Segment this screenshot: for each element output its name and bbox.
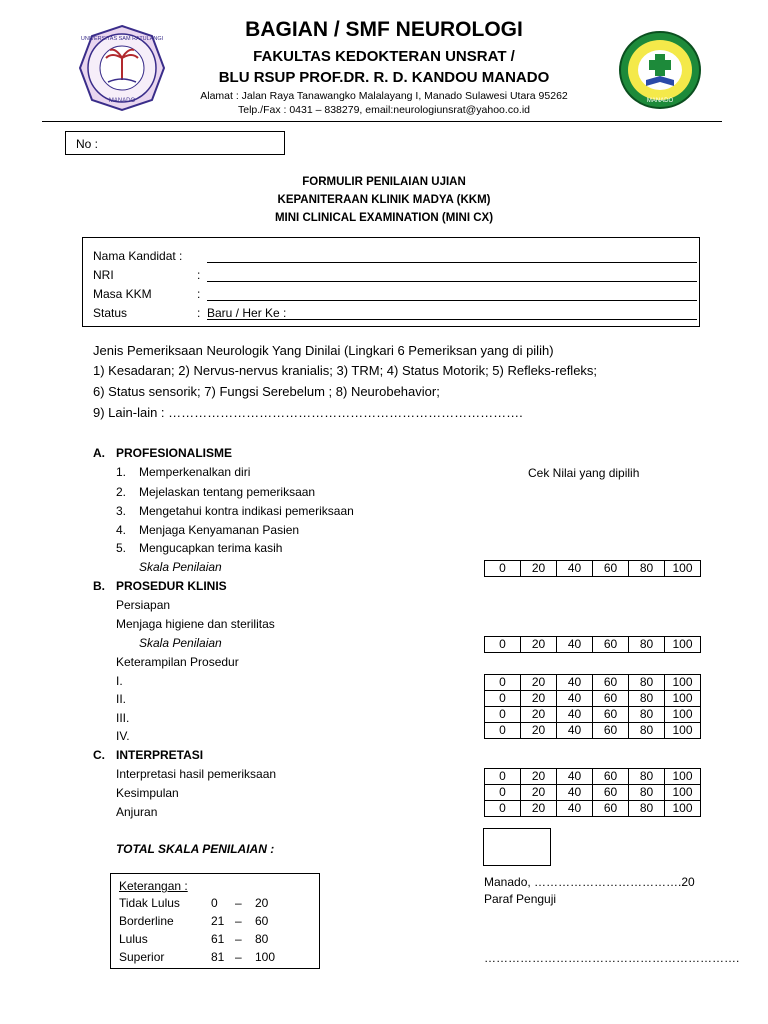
kat-to: 100 bbox=[255, 950, 276, 964]
kat-dash: – bbox=[235, 896, 242, 910]
kat-from: 81 bbox=[211, 950, 225, 964]
scale-cell[interactable]: 60 bbox=[593, 637, 629, 653]
header-divider bbox=[42, 121, 722, 122]
a-item-text: Mengucapkan terima kasih bbox=[139, 541, 283, 555]
masa-input[interactable] bbox=[207, 287, 697, 301]
section-a-title: PROFESIONALISME bbox=[116, 446, 233, 460]
hospital-title: BLU RSUP PROF.DR. R. D. KANDOU MANADO bbox=[218, 69, 550, 86]
status-label: Status bbox=[93, 306, 128, 320]
form-title-3: MINI CLINICAL EXAMINATION (MINI CX) bbox=[274, 212, 494, 224]
form-title-1: FORMULIR PENILAIAN UJIAN bbox=[302, 176, 466, 188]
masa-colon: : bbox=[197, 287, 201, 301]
scale-cell[interactable]: 80 bbox=[629, 637, 665, 653]
a-scale-label: Skala Penilaian bbox=[139, 560, 222, 574]
scale-cell[interactable]: 80 bbox=[629, 675, 665, 691]
keterangan-title: Keterangan : bbox=[119, 879, 188, 893]
nri-colon: : bbox=[197, 268, 201, 282]
scale-cell[interactable]: 20 bbox=[521, 637, 557, 653]
kat-from: 21 bbox=[211, 914, 225, 928]
a-item-num: 4. bbox=[116, 523, 127, 537]
section-b-title: PROSEDUR KLINIS bbox=[116, 579, 227, 593]
scale-cell[interactable]: 100 bbox=[665, 785, 701, 801]
section-a-letter: A. bbox=[93, 446, 105, 460]
scale-cell[interactable]: 0 bbox=[485, 801, 521, 817]
scale-cell[interactable]: 60 bbox=[593, 723, 629, 739]
a-item-num: 2. bbox=[116, 485, 127, 499]
scale-cell[interactable]: 80 bbox=[629, 691, 665, 707]
status-input[interactable] bbox=[207, 306, 697, 320]
svg-text:MANADO: MANADO bbox=[108, 98, 136, 104]
a-item-text: Mengetahui kontra indikasi pemeriksaan bbox=[139, 504, 354, 518]
scale-cell[interactable]: 80 bbox=[629, 723, 665, 739]
scale-cell[interactable]: 0 bbox=[485, 637, 521, 653]
scale-cell[interactable]: 40 bbox=[557, 707, 593, 723]
scale-cell[interactable]: 80 bbox=[629, 561, 665, 577]
scale-cell[interactable]: 60 bbox=[593, 675, 629, 691]
section-c-title: INTERPRETASI bbox=[116, 748, 204, 762]
scale-cell[interactable]: 20 bbox=[521, 675, 557, 691]
scale-cell[interactable]: 100 bbox=[665, 691, 701, 707]
scale-cell[interactable]: 0 bbox=[485, 723, 521, 739]
scale-cell[interactable]: 40 bbox=[557, 769, 593, 785]
scale-cell[interactable]: 40 bbox=[557, 675, 593, 691]
scale-cell[interactable]: 20 bbox=[521, 785, 557, 801]
scale-cell[interactable]: 80 bbox=[629, 785, 665, 801]
scale-cell[interactable]: 40 bbox=[557, 801, 593, 817]
scale-cell[interactable]: 0 bbox=[485, 785, 521, 801]
b-persiapan: Persiapan bbox=[116, 598, 171, 612]
no-field[interactable] bbox=[65, 131, 285, 155]
b-roman: II. bbox=[116, 692, 127, 706]
name-label: Nama Kandidat : bbox=[93, 249, 183, 263]
svg-text:UNIVERSITAS SAM RATULANGI: UNIVERSITAS SAM RATULANGI bbox=[80, 36, 164, 42]
jenis-line-4: 9) Lain-lain : ………………………………………………………………………. bbox=[93, 405, 523, 420]
scale-cell[interactable]: 60 bbox=[593, 691, 629, 707]
kat-to: 60 bbox=[255, 914, 269, 928]
b-roman: I. bbox=[116, 674, 123, 688]
scale-cell[interactable]: 100 bbox=[665, 637, 701, 653]
scale-row-b-higiene bbox=[484, 636, 701, 653]
scale-cell[interactable]: 40 bbox=[557, 723, 593, 739]
kat-name: Lulus bbox=[119, 932, 148, 946]
scale-cell[interactable]: 100 bbox=[665, 769, 701, 785]
kat-to: 80 bbox=[255, 932, 269, 946]
svg-text:MANADO: MANADO bbox=[646, 98, 674, 104]
scale-cell[interactable]: 60 bbox=[593, 785, 629, 801]
jenis-line-2: 1) Kesadaran; 2) Nervus-nervus kranialis; 3) TRM; 4) Status Motorik; 5) Refleks-refleks; bbox=[93, 363, 598, 378]
scale-cell[interactable]: 20 bbox=[521, 801, 557, 817]
total-score-box[interactable] bbox=[483, 828, 551, 866]
cek-label: Cek Nilai yang dipilih bbox=[528, 466, 640, 480]
contact: Telp./Fax : 0431 – 838279, email:neurologiunsrat@yahoo.co.id bbox=[237, 104, 530, 116]
b-keterampilan: Keterampilan Prosedur bbox=[116, 655, 239, 669]
kat-from: 0 bbox=[211, 896, 218, 910]
scale-cell[interactable]: 20 bbox=[521, 723, 557, 739]
kat-dash: – bbox=[235, 950, 242, 964]
status-colon: : bbox=[197, 306, 201, 320]
scale-table-prosedur bbox=[484, 674, 701, 739]
kat-dash: – bbox=[235, 932, 242, 946]
kat-to: 20 bbox=[255, 896, 269, 910]
b-higiene: Menjaga higiene dan sterilitas bbox=[116, 617, 275, 631]
scale-cell[interactable]: 0 bbox=[485, 561, 521, 577]
no-label: No : bbox=[76, 137, 99, 151]
c-item: Anjuran bbox=[116, 805, 158, 819]
signature-place: Manado, ……………………………….20 bbox=[484, 875, 695, 889]
scale-cell[interactable]: 60 bbox=[593, 769, 629, 785]
section-c-letter: C. bbox=[93, 748, 105, 762]
scale-cell[interactable]: 40 bbox=[557, 785, 593, 801]
masa-label: Masa KKM bbox=[93, 287, 152, 301]
b-roman: IV. bbox=[116, 729, 130, 743]
scale-table-interpretasi bbox=[484, 768, 701, 817]
identity-box bbox=[82, 237, 700, 327]
section-b-letter: B. bbox=[93, 579, 105, 593]
scale-row-a bbox=[484, 560, 701, 577]
kat-from: 61 bbox=[211, 932, 225, 946]
scale-cell[interactable]: 0 bbox=[485, 691, 521, 707]
scale-cell[interactable]: 40 bbox=[557, 561, 593, 577]
scale-cell[interactable]: 0 bbox=[485, 675, 521, 691]
scale-cell[interactable]: 20 bbox=[521, 769, 557, 785]
kat-name: Borderline bbox=[119, 914, 174, 928]
jenis-line-1: Jenis Pemeriksaan Neurologik Yang Dinilai (Lingkari 6 Pemeriksan yang di pilih) bbox=[93, 343, 554, 358]
scale-cell[interactable]: 60 bbox=[593, 561, 629, 577]
nri-label: NRI bbox=[93, 268, 114, 282]
a-item-num: 3. bbox=[116, 504, 127, 518]
b-roman: III. bbox=[116, 711, 130, 725]
jenis-line-3: 6) Status sensorik; 7) Fungsi Serebelum ; 8) Neurobehavior; bbox=[93, 384, 440, 399]
department-title: BAGIAN / SMF NEUROLOGI bbox=[245, 18, 523, 41]
a-item-text: Memperkenalkan diri bbox=[139, 465, 251, 479]
scale-cell[interactable]: 60 bbox=[593, 707, 629, 723]
scale-cell[interactable]: 0 bbox=[485, 769, 521, 785]
signature-line[interactable]: ………………………………………………………. bbox=[484, 951, 740, 965]
keterangan-box bbox=[110, 873, 320, 969]
b-scale-label: Skala Penilaian bbox=[139, 636, 222, 650]
c-item: Interpretasi hasil pemeriksaan bbox=[116, 767, 277, 781]
scale-cell[interactable]: 100 bbox=[665, 707, 701, 723]
scale-cell[interactable]: 80 bbox=[629, 707, 665, 723]
nri-input[interactable] bbox=[207, 268, 697, 282]
scale-cell[interactable]: 20 bbox=[521, 691, 557, 707]
scale-cell[interactable]: 100 bbox=[665, 723, 701, 739]
c-item: Kesimpulan bbox=[116, 786, 179, 800]
scale-cell[interactable]: 40 bbox=[557, 691, 593, 707]
scale-cell[interactable]: 80 bbox=[629, 801, 665, 817]
kat-name: Superior bbox=[119, 950, 165, 964]
name-input[interactable] bbox=[207, 249, 697, 263]
scale-cell[interactable]: 40 bbox=[557, 637, 593, 653]
form-title-2: KEPANITERAAN KLINIK MADYA (KKM) bbox=[277, 194, 491, 206]
signature-paraf: Paraf Penguji bbox=[484, 892, 557, 906]
a-item-text: Mejelaskan tentang pemeriksaan bbox=[139, 485, 316, 499]
total-label: TOTAL SKALA PENILAIAN : bbox=[116, 842, 275, 856]
scale-cell[interactable]: 20 bbox=[521, 561, 557, 577]
a-item-text: Menjaga Kenyamanan Pasien bbox=[139, 523, 300, 537]
kat-name: Tidak Lulus bbox=[119, 896, 180, 910]
kat-dash: – bbox=[235, 914, 242, 928]
address: Alamat : Jalan Raya Tanawangko Malalayang I, Manado Sulawesi Utara 95262 bbox=[200, 90, 568, 102]
a-item-num: 5. bbox=[116, 541, 127, 555]
scale-cell[interactable]: 60 bbox=[593, 801, 629, 817]
a-item-num: 1. bbox=[116, 465, 127, 479]
scale-cell[interactable]: 20 bbox=[521, 707, 557, 723]
scale-cell[interactable]: 100 bbox=[665, 675, 701, 691]
faculty-title: FAKULTAS KEDOKTERAN UNSRAT / bbox=[253, 48, 515, 65]
status-value: Baru / Her Ke : bbox=[207, 306, 287, 320]
scale-cell[interactable]: 80 bbox=[629, 769, 665, 785]
scale-cell[interactable]: 100 bbox=[665, 561, 701, 577]
scale-cell[interactable]: 0 bbox=[485, 707, 521, 723]
scale-cell[interactable]: 100 bbox=[665, 801, 701, 817]
